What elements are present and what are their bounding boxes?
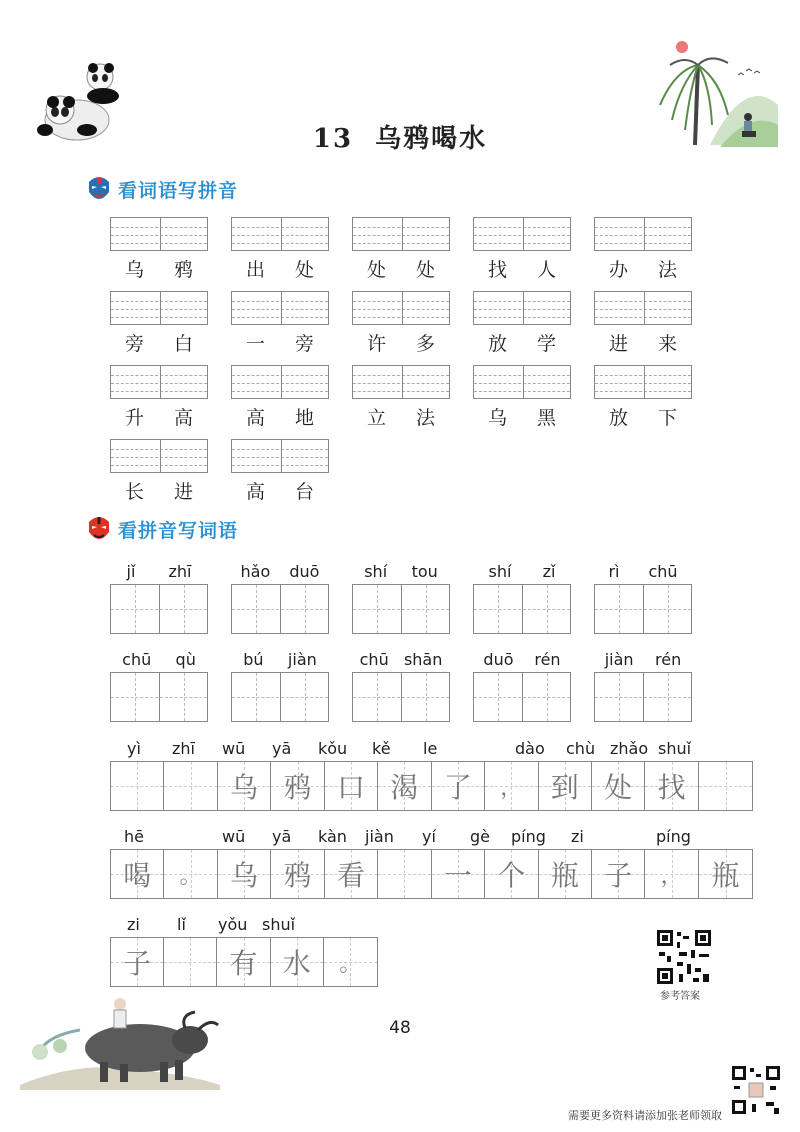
- sentence-pinyin: píng: [656, 827, 691, 846]
- divider-line: [523, 366, 524, 398]
- vocab-word: [594, 255, 692, 282]
- sentence-pinyin: yǒu: [218, 915, 248, 934]
- guide-line: [353, 391, 449, 392]
- opera-mask-red-icon: [86, 514, 112, 544]
- vocab-character: 白: [173, 333, 193, 355]
- sentence-grid-row: [110, 761, 753, 811]
- guide-line: [353, 301, 449, 302]
- sentence-character: 一: [443, 859, 472, 892]
- grid-line: [353, 697, 449, 698]
- pinyin-answer-box[interactable]: [594, 217, 692, 251]
- pinyin-answer-box[interactable]: [110, 365, 208, 399]
- guide-line: [595, 235, 691, 236]
- character-writing-box[interactable]: [594, 584, 692, 634]
- sentence-pinyin: kě: [372, 739, 391, 758]
- pinyin-answer-box[interactable]: [110, 439, 208, 473]
- sentence-character: 。: [339, 951, 362, 977]
- guide-line: [111, 235, 207, 236]
- guide-line: [595, 301, 691, 302]
- guide-line: [474, 235, 570, 236]
- guide-line: [111, 317, 207, 318]
- sentence-character: 乌: [230, 771, 259, 804]
- section1-title: 看词语写拼音: [118, 179, 239, 202]
- vocab-character: 处: [366, 259, 386, 281]
- pinyin-syllable: jǐ: [126, 562, 136, 581]
- sentence-pinyin: shuǐ: [658, 739, 692, 758]
- grid-line: [111, 609, 207, 610]
- guide-line: [232, 309, 328, 310]
- grid-line: [595, 697, 691, 698]
- guide-line: [595, 375, 691, 376]
- sentence-pinyin: le: [423, 739, 438, 758]
- vocab-character: 许: [366, 333, 386, 355]
- grid-line: [595, 609, 691, 610]
- vocab-word: [110, 255, 208, 282]
- divider-line: [160, 440, 161, 472]
- vocab-word: [352, 403, 450, 430]
- lesson-name: 乌鸦喝水: [375, 124, 488, 154]
- guide-line: [353, 235, 449, 236]
- grid-line: [111, 697, 207, 698]
- vocab-character: 办: [608, 259, 628, 281]
- guide-line: [232, 301, 328, 302]
- pinyin-word: [231, 650, 329, 669]
- pinyin-answer-box[interactable]: [231, 291, 329, 325]
- sentence-pinyin: hē: [124, 827, 144, 846]
- pinyin-answer-box[interactable]: [110, 217, 208, 251]
- guide-line: [595, 317, 691, 318]
- grid-cell[interactable]: [378, 850, 431, 898]
- sentence-pinyin: yí: [422, 827, 436, 846]
- vocab-character: 地: [294, 407, 314, 429]
- character-writing-box[interactable]: [473, 672, 571, 722]
- vocab-word: [231, 255, 329, 282]
- sentence-character: 子: [604, 859, 633, 892]
- sentence-character: 鸦: [283, 859, 312, 892]
- sentence-character: 找: [657, 771, 686, 804]
- sentence-pinyin: zhī: [172, 739, 195, 758]
- pinyin-answer-box[interactable]: [473, 291, 571, 325]
- grid-cell[interactable]: [645, 850, 698, 898]
- sentence-character: 看: [336, 859, 365, 892]
- sentence-pinyin: yā: [272, 827, 292, 846]
- vocab-character: 鸦: [173, 259, 193, 281]
- grid-line: [232, 609, 328, 610]
- guide-line: [111, 309, 207, 310]
- divider-line: [160, 366, 161, 398]
- guide-line: [474, 309, 570, 310]
- grid-cell[interactable]: [271, 850, 324, 898]
- section1-header: [86, 174, 238, 204]
- vocab-character: 高: [245, 481, 265, 503]
- vocab-word: [110, 477, 208, 504]
- grid-cell[interactable]: [539, 850, 592, 898]
- guide-line: [595, 227, 691, 228]
- sentence-character: 子: [123, 947, 152, 980]
- vocab-character: 来: [657, 333, 677, 355]
- grid-cell[interactable]: [111, 762, 164, 810]
- sentence-character: 乌: [230, 859, 259, 892]
- guide-line: [111, 243, 207, 244]
- pinyin-answer-box[interactable]: [352, 217, 450, 251]
- footer-note: 需要更多资料请添加张老师领取: [568, 1109, 722, 1122]
- guide-line: [232, 317, 328, 318]
- vocab-character: 法: [657, 259, 677, 281]
- sentence-pinyin: chù: [566, 739, 596, 758]
- divider-line: [523, 218, 524, 250]
- pinyin-word: [594, 650, 692, 669]
- guide-line: [111, 375, 207, 376]
- sentence-character: 了: [443, 771, 472, 804]
- vocab-character: 黑: [536, 407, 556, 429]
- divider-line: [281, 218, 282, 250]
- vocab-word: [110, 329, 208, 356]
- grid-cell[interactable]: [325, 762, 378, 810]
- grid-cell[interactable]: [325, 850, 378, 898]
- vocab-character: 进: [173, 481, 193, 503]
- sentence-character: 鸦: [283, 771, 312, 804]
- grid-cell[interactable]: [432, 762, 485, 810]
- guide-line: [111, 391, 207, 392]
- vocab-character: 旁: [294, 333, 314, 355]
- character-writing-box[interactable]: [352, 672, 450, 722]
- vocab-character: 乌: [487, 407, 507, 429]
- grid-cell[interactable]: [432, 850, 485, 898]
- grid-cell[interactable]: [699, 762, 752, 810]
- divider-line: [644, 218, 645, 250]
- character-writing-box[interactable]: [473, 584, 571, 634]
- vocab-character: 出: [245, 259, 265, 281]
- sentence-character: 喝: [123, 859, 152, 892]
- character-writing-box[interactable]: [110, 672, 208, 722]
- guide-line: [474, 317, 570, 318]
- character-writing-box[interactable]: [231, 672, 329, 722]
- guide-line: [232, 235, 328, 236]
- grid-cell[interactable]: [111, 938, 164, 986]
- section2-header: [86, 514, 238, 544]
- vocab-word: [231, 477, 329, 504]
- vocab-character: 放: [487, 333, 507, 355]
- sentence-character: 渴: [390, 771, 419, 804]
- qr-caption: 参考答案: [660, 991, 700, 1002]
- vocab-character: 高: [245, 407, 265, 429]
- section2-title: 看拼音写词语: [118, 519, 239, 542]
- guide-line: [232, 449, 328, 450]
- vocab-character: 处: [415, 259, 435, 281]
- grid-line: [474, 697, 570, 698]
- grid-cell[interactable]: [164, 850, 217, 898]
- guide-line: [353, 309, 449, 310]
- vocab-character: 找: [487, 259, 507, 281]
- sentence-character: 到: [550, 771, 579, 804]
- sentence-pinyin: zi: [127, 915, 140, 934]
- pinyin-syllable: jiàn: [604, 650, 634, 669]
- pinyin-syllable: rì: [608, 562, 620, 581]
- sentence-character: 瓶: [711, 859, 740, 892]
- vocab-character: 放: [608, 407, 628, 429]
- sentence-character: 瓶: [550, 859, 579, 892]
- opera-mask-blue-icon: [86, 174, 112, 204]
- grid-cell[interactable]: [164, 762, 217, 810]
- grid-cell[interactable]: [485, 762, 538, 810]
- divider-line: [281, 366, 282, 398]
- pinyin-answer-box[interactable]: [231, 365, 329, 399]
- guide-line: [474, 301, 570, 302]
- divider-line: [281, 440, 282, 472]
- pinyin-syllable: hǎo: [240, 562, 271, 581]
- divider-line: [160, 218, 161, 250]
- pinyin-answer-box[interactable]: [594, 365, 692, 399]
- guide-line: [353, 243, 449, 244]
- lesson-title: [0, 118, 800, 155]
- guide-line: [353, 375, 449, 376]
- pinyin-syllable: tou: [411, 562, 438, 581]
- pinyin-syllable: chū: [122, 650, 152, 669]
- sentence-pinyin: píng: [511, 827, 546, 846]
- grid-cell[interactable]: [592, 850, 645, 898]
- guide-line: [111, 383, 207, 384]
- sentence-pinyin: wū: [222, 739, 246, 758]
- character-writing-box[interactable]: [352, 584, 450, 634]
- pinyin-syllable: duō: [483, 650, 514, 669]
- vocab-word: [594, 329, 692, 356]
- lesson-number: 13: [312, 124, 354, 154]
- sentence-character: 。: [179, 863, 202, 889]
- guide-line: [232, 375, 328, 376]
- character-writing-box[interactable]: [594, 672, 692, 722]
- pinyin-answer-box[interactable]: [352, 365, 450, 399]
- sentence-pinyin: kǒu: [318, 739, 348, 758]
- guide-line: [353, 383, 449, 384]
- pinyin-syllable: bú: [243, 650, 264, 669]
- sentence-character: 个: [497, 859, 526, 892]
- vocab-character: 乌: [124, 259, 144, 281]
- pinyin-syllable: shí: [488, 562, 512, 581]
- vocab-word: [473, 329, 571, 356]
- buffalo-rider-illustration: [20, 990, 220, 1090]
- vocab-character: 学: [536, 333, 556, 355]
- sentence-character: 水: [282, 947, 311, 980]
- guide-line: [111, 449, 207, 450]
- sentence-character: ，: [660, 863, 683, 889]
- vocab-word: [594, 403, 692, 430]
- pinyin-answer-box[interactable]: [110, 291, 208, 325]
- pinyin-syllable: chū: [359, 650, 389, 669]
- sentence-grid-row: [110, 937, 378, 987]
- vocab-character: 下: [657, 407, 677, 429]
- divider-line: [402, 366, 403, 398]
- pinyin-word: [352, 650, 450, 669]
- grid-cell[interactable]: [378, 762, 431, 810]
- divider-line: [523, 292, 524, 324]
- grid-cell[interactable]: [164, 938, 217, 986]
- grid-cell[interactable]: [645, 762, 698, 810]
- grid-cell[interactable]: [699, 850, 752, 898]
- pinyin-syllable: zhī: [168, 562, 192, 581]
- pinyin-answer-box[interactable]: [594, 291, 692, 325]
- pinyin-word: [110, 650, 208, 669]
- vocab-word: [110, 403, 208, 430]
- sentence-character: 有: [229, 947, 258, 980]
- guide-line: [474, 375, 570, 376]
- pinyin-syllable: duō: [289, 562, 320, 581]
- sentence-pinyin: gè: [470, 827, 490, 846]
- divider-line: [644, 292, 645, 324]
- guide-line: [474, 227, 570, 228]
- vocab-character: 处: [294, 259, 314, 281]
- grid-cell[interactable]: [271, 762, 324, 810]
- pinyin-syllable: shí: [364, 562, 388, 581]
- pinyin-word: [594, 562, 692, 581]
- guide-line: [595, 243, 691, 244]
- grid-cell[interactable]: [324, 938, 377, 986]
- sentence-pinyin: jiàn: [365, 827, 394, 846]
- sentence-pinyin: lǐ: [177, 915, 186, 934]
- sentence-grid-row: [110, 849, 753, 899]
- sentence-character: 处: [604, 771, 633, 804]
- vocab-character: 高: [173, 407, 193, 429]
- pinyin-syllable: chū: [648, 562, 678, 581]
- pinyin-answer-box[interactable]: [473, 365, 571, 399]
- pinyin-syllable: rén: [655, 650, 682, 669]
- pinyin-syllable: shān: [403, 650, 443, 669]
- grid-cell[interactable]: [217, 938, 270, 986]
- vocab-character: 法: [415, 407, 435, 429]
- divider-line: [402, 218, 403, 250]
- vocab-word: [231, 403, 329, 430]
- vocab-word: [352, 329, 450, 356]
- vocab-word: [352, 255, 450, 282]
- guide-line: [232, 383, 328, 384]
- character-writing-box[interactable]: [110, 584, 208, 634]
- divider-line: [160, 292, 161, 324]
- pinyin-word: [352, 562, 450, 581]
- vocab-character: 一: [245, 333, 265, 355]
- guide-line: [232, 457, 328, 458]
- vocab-character: 台: [294, 481, 314, 503]
- vocab-word: [473, 403, 571, 430]
- grid-cell[interactable]: [485, 850, 538, 898]
- guide-line: [232, 391, 328, 392]
- grid-cell[interactable]: [111, 850, 164, 898]
- pinyin-word: [473, 650, 571, 669]
- pinyin-syllable: jiàn: [287, 650, 317, 669]
- guide-line: [111, 301, 207, 302]
- pinyin-word: [473, 562, 571, 581]
- pinyin-word: [231, 562, 329, 581]
- guide-line: [111, 457, 207, 458]
- grid-line: [474, 609, 570, 610]
- pinyin-answer-box[interactable]: [473, 217, 571, 251]
- guide-line: [595, 391, 691, 392]
- vocab-character: 升: [124, 407, 144, 429]
- pinyin-syllable: zǐ: [542, 562, 556, 581]
- pinyin-answer-box[interactable]: [231, 439, 329, 473]
- guide-line: [232, 227, 328, 228]
- guide-line: [232, 465, 328, 466]
- page-number: 48: [389, 1018, 411, 1038]
- guide-line: [111, 227, 207, 228]
- pinyin-answer-box[interactable]: [352, 291, 450, 325]
- sentence-pinyin: wū: [222, 827, 246, 846]
- sentence-pinyin: yā: [272, 739, 292, 758]
- pinyin-answer-box[interactable]: [231, 217, 329, 251]
- grid-cell[interactable]: [539, 762, 592, 810]
- grid-cell[interactable]: [592, 762, 645, 810]
- guide-line: [474, 391, 570, 392]
- pinyin-word: [110, 562, 208, 581]
- guide-line: [595, 309, 691, 310]
- guide-line: [595, 383, 691, 384]
- sentence-pinyin: shuǐ: [262, 915, 296, 934]
- character-writing-box[interactable]: [231, 584, 329, 634]
- grid-line: [353, 609, 449, 610]
- guide-line: [474, 243, 570, 244]
- divider-line: [281, 292, 282, 324]
- contact-qr-code-icon: [730, 1064, 782, 1116]
- sentence-pinyin: dào: [515, 739, 545, 758]
- answer-qr-code-icon: [655, 928, 713, 986]
- sentence-pinyin: kàn: [318, 827, 347, 846]
- grid-cell[interactable]: [271, 938, 324, 986]
- divider-line: [644, 366, 645, 398]
- guide-line: [474, 383, 570, 384]
- vocab-word: [231, 329, 329, 356]
- grid-cell[interactable]: [218, 762, 271, 810]
- vocab-character: 进: [608, 333, 628, 355]
- vocab-character: 旁: [124, 333, 144, 355]
- guide-line: [232, 243, 328, 244]
- sentence-pinyin: zi: [571, 827, 584, 846]
- grid-cell[interactable]: [218, 850, 271, 898]
- guide-line: [111, 465, 207, 466]
- vocab-character: 人: [536, 259, 556, 281]
- sentence-pinyin: zhǎo: [610, 739, 649, 758]
- vocab-word: [473, 255, 571, 282]
- sentence-character: ，: [500, 775, 523, 801]
- guide-line: [353, 317, 449, 318]
- vocab-character: 多: [415, 333, 435, 355]
- grid-line: [232, 697, 328, 698]
- guide-line: [353, 227, 449, 228]
- pinyin-syllable: qù: [175, 650, 196, 669]
- divider-line: [402, 292, 403, 324]
- sentence-character: 口: [336, 771, 365, 804]
- sentence-pinyin: yì: [127, 739, 141, 758]
- vocab-character: 长: [124, 481, 144, 503]
- vocab-character: 立: [366, 407, 386, 429]
- pinyin-syllable: rén: [534, 650, 561, 669]
